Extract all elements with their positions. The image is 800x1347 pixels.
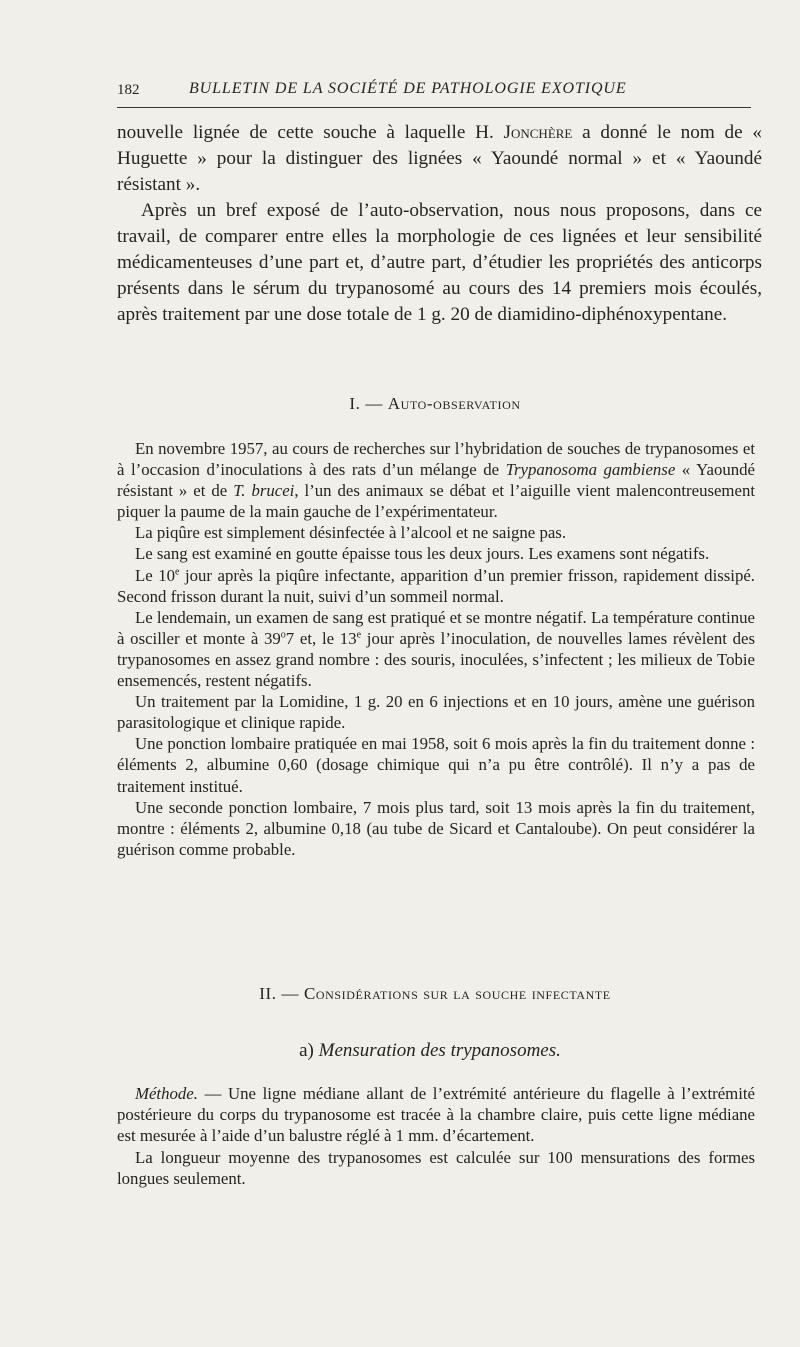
section-title: Considérations sur la souche infectante: [303, 984, 611, 1003]
paragraph: [117, 607, 755, 691]
text-span: jour après l’inoculation, de nouvelles lames révèlent des trypanosomes en assez grand nombre : des souris, inoculées, s’infectent ; les milieux de Tobie ensemencés, restent négatifs.: [117, 628, 755, 691]
superscript: o: [280, 629, 286, 641]
section-heading-1: [0, 394, 800, 414]
paragraph: La longueur moyenne des trypanosomes est calculée sur 100 mensurations des formes longues seulement.: [117, 1147, 755, 1188]
section-heading-2: [0, 984, 800, 1004]
superscript: e: [175, 565, 180, 577]
paragraph: [117, 438, 755, 522]
text-span: « Yaoundé résistant » et de: [117, 460, 755, 501]
text-span: — Une ligne médiane allant de l’extrémité antérieure du flagelle à l’extrémité postérieure du corps du trypanosome est tracée à la chambre claire, puis cette ligne médiane est mesurée à l’aide d’un balustre réglé à 1 mm. d’écartement.: [117, 1084, 755, 1146]
paragraph: Une seconde ponction lombaire, 7 mois plus tard, soit 13 mois après la fin du traitement, montre : éléments 2, albumine 0,18 (au tube de Sicard et Cantaloube). On peut considérer la guérison comme probable.: [117, 797, 755, 859]
text-span: Le 10: [135, 565, 175, 585]
subsection-heading: [0, 1040, 800, 1062]
paragraph: Le sang est examiné en goutte épaisse tous les deux jours. Les examens sont négatifs.: [135, 544, 710, 564]
text-span: , l’un des animaux se débat et l’aiguille vient malencontreusement piquer la paume de la main gauche de l’expérimentateur.: [117, 481, 755, 522]
section-2-body: [117, 1083, 755, 1189]
text-span: 7 et, le 13: [285, 628, 357, 648]
text-span: a donné le nom de « Huguette » pour la distinguer des lignées « Yaoundé normal » et « Yaoundé résistant ».: [117, 122, 762, 195]
paragraph: [117, 565, 755, 607]
paragraph: Une ponction lombaire pratiquée en mai 1958, soit 6 mois après la fin du traitement donne : éléments 2, albumine 0,60 (dosage chimique qui n’a pu être contrôlé). Il n’y a pas de traitement institué.: [117, 734, 755, 796]
species-name: T. brucei: [233, 481, 295, 501]
paragraph: La piqûre est simplement désinfectée à l’alcool et ne saigne pas.: [135, 523, 567, 543]
paragraph: Un traitement par la Lomidine, 1 g. 20 en 6 injections et en 10 jours, amène une guérison parasitologique et clinique rapide.: [117, 692, 755, 733]
author-name: Jonchère: [503, 122, 573, 143]
page-header: [117, 80, 751, 104]
superscript: e: [356, 629, 362, 641]
species-name: Trypanosoma gambiense: [505, 460, 676, 480]
method-label: Méthode.: [135, 1084, 198, 1103]
header-rule: [117, 107, 751, 108]
intro-paragraph: [117, 120, 762, 198]
section-title: Auto-observation: [387, 394, 521, 413]
text-span: nouvelle lignée de cette souche à laquelle H.: [117, 122, 504, 143]
intro-text: [117, 120, 762, 328]
running-title: BULLETIN DE LA SOCIÉTÉ DE PATHOLOGIE EXOTIQUE: [189, 80, 627, 97]
section-number: II. —: [259, 984, 304, 1003]
text-span: En novembre 1957, au cours de recherches sur l’hybridation de souches de trypanosomes et à l’occasion d’inoculations à des rats d’un mélange de: [117, 439, 755, 480]
section-1-body: [117, 438, 755, 860]
text-span: jour après la piqûre infectante, apparition d’un premier frisson, rapidement dissipé. Second frisson durant la nuit, suivi d’un sommeil normal.: [117, 565, 755, 606]
paragraph: [117, 1083, 755, 1147]
subsection-title: Mensuration des trypanosomes.: [318, 1040, 561, 1061]
section-number: I. —: [349, 394, 388, 413]
subsection-label: a): [299, 1040, 319, 1061]
text-span: Le lendemain, un examen de sang est pratiqué et se montre négatif. La température continue à osciller et monte à 39: [117, 607, 755, 648]
intro-paragraph: Après un bref exposé de l’auto-observation, nous nous proposons, dans ce travail, de comparer entre elles la morphologie de ces lignées et leur sensibilité médicamenteuses d’une part et, d’autre part, d’étudier les propriétés des anticorps présents dans le sérum du trypanosomé au cours des 14 premiers mois écoulés, après traitement par une dose totale de 1 g. 20 de diamidino-diphénoxypentane.: [117, 200, 762, 325]
page-number: 182: [117, 82, 140, 98]
